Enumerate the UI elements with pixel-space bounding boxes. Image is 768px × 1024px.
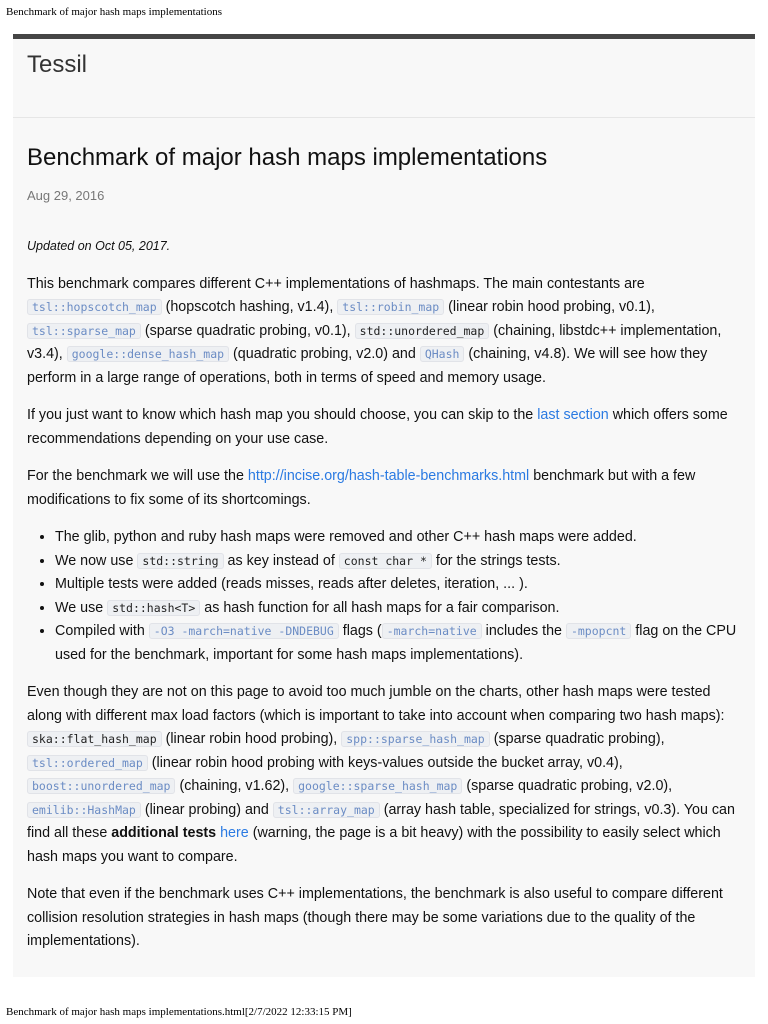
text-span: which offers some recommendations depending on your use case. (27, 407, 728, 447)
code-google-dense-hash-map: google::dense_hash_map (67, 346, 229, 362)
text-span: (hopscotch hashing, v1.4), (161, 299, 338, 315)
list-item (55, 550, 739, 574)
additional-tests-strong: additional tests (111, 825, 217, 841)
post-title: Benchmark of major hash maps implementations (27, 144, 548, 171)
code-march-native: -march=native (382, 623, 482, 639)
code-mpopcnt: -mpopcnt (566, 623, 631, 639)
code-tsl-array-map: tsl::array_map (273, 802, 380, 818)
text-span: Even though they are not on this page to avoid too much jumble on the charts, other hash maps were tested along with different max load factors (which is important to take into account when comparing two hash maps): (27, 684, 725, 724)
text-span: (sparse quadratic probing, v2.0), (462, 778, 673, 794)
text-span: includes the (481, 623, 566, 639)
code-tsl-hopscotch-map: tsl::hopscotch_map (27, 299, 162, 315)
text-span: (sparse quadratic probing, v0.1), (140, 322, 355, 339)
text-span: (array hash table, specialized for strings, v0.3). You can find all these (27, 801, 735, 841)
print-header: Benchmark of major hash maps implementations (6, 6, 222, 18)
text-span: We use (55, 599, 108, 616)
text-span: This benchmark compares different C++ implementations of hashmaps. The main contestants are (27, 275, 645, 292)
text-span: (warning, the page is a bit heavy) with the possibility to easily select which hash maps you want to compare. (27, 825, 721, 865)
skip-paragraph (27, 404, 739, 451)
code-emilib-hashmap: emilib::HashMap (27, 802, 141, 818)
code-const-char: const char * (339, 553, 432, 569)
code-spp-sparse-hash-map: spp::sparse_hash_map (341, 731, 489, 747)
list-item (55, 573, 739, 597)
text-span: We now use (55, 552, 138, 569)
collision-note-paragraph: Note that even if the benchmark uses C++ implementations, the benchmark is also useful to compare different collision resolution strategies in hash maps (though there may be some variations due to the quality of the implementations). (27, 886, 723, 949)
text-span: Multiple tests were added (reads misses, reads after deletes, iteration, ... ). (55, 576, 528, 592)
page-container (13, 39, 755, 977)
text-span: (linear probing) and (140, 801, 273, 818)
text-span: (chaining, libstdc++ implementation, v3.4), (27, 322, 722, 362)
additional-tests-link[interactable]: here (220, 825, 249, 841)
site-title-link[interactable]: Tessil (27, 51, 88, 78)
text-span: (linear robin hood probing), (161, 731, 342, 747)
text-span: (quadratic probing, v2.0) and (229, 346, 420, 362)
text-span: For the benchmark we will use the (27, 468, 248, 484)
text-span: as hash function for all hash maps for a fair comparison. (200, 599, 560, 616)
code-tsl-robin-map: tsl::robin_map (337, 299, 444, 315)
list-item (55, 620, 739, 667)
code-tsl-ordered-map: tsl::ordered_map (27, 755, 148, 771)
text-span: benchmark but with a few modifications to fix some of its shortcomings. (27, 468, 696, 508)
code-tsl-sparse-map: tsl::sparse_map (27, 323, 141, 339)
code-boost-unordered-map: boost::unordered_map (27, 778, 175, 794)
code-ska-flat-hash-map: ska::flat_hash_map (27, 731, 162, 747)
text-span: (linear robin hood probing with keys-values outside the bucket array, v0.4), (147, 754, 623, 771)
updated-paragraph (27, 235, 739, 259)
post-content (27, 235, 739, 968)
benchmark-source-paragraph (27, 465, 739, 512)
other-maps-paragraph (27, 681, 739, 869)
print-footer: Benchmark of major hash maps implementations.html[2/7/2022 12:33:15 PM] (6, 1006, 352, 1018)
text-span: (linear robin hood probing, v0.1), (444, 299, 655, 315)
post-date: Aug 29, 2016 (27, 188, 105, 203)
code-google-sparse-hash-map: google::sparse_hash_map (293, 778, 462, 794)
text-span: as key instead of (223, 552, 339, 569)
incise-benchmark-link[interactable]: http://incise.org/hash-table-benchmarks.html (247, 468, 530, 484)
text-span: Compiled with (55, 623, 149, 639)
text-span: flags ( (338, 623, 382, 639)
text-span: for the strings tests. (431, 552, 561, 569)
updated-note: Updated on Oct 05, 2017. (27, 239, 171, 253)
code-std-string: std::string (137, 553, 223, 569)
text-span: flag on the CPU used for the benchmark, important for some hash maps implementations). (55, 623, 737, 663)
header-divider (13, 117, 755, 118)
last-section-link[interactable]: last section (537, 407, 609, 423)
code-std-unordered-map: std::unordered_map (355, 323, 490, 339)
code-compile-flags: -O3 -march=native -DNDEBUG (149, 623, 339, 639)
text-span: The glib, python and ruby hash maps were removed and other C++ hash maps were added. (55, 529, 637, 545)
intro-paragraph (27, 273, 739, 391)
text-span: (chaining, v4.8). We will see how they perform in a large range of operations, both in terms of speed and memory usage. (27, 346, 708, 386)
list-item (55, 597, 739, 621)
code-std-hash: std::hash<T> (107, 600, 200, 616)
modifications-list (27, 526, 739, 667)
text-span: (sparse quadratic probing), (489, 731, 665, 747)
list-item (55, 526, 739, 550)
text-span: If you just want to know which hash map you should choose, you can skip to the (27, 407, 538, 423)
code-qhash: QHash (420, 346, 465, 362)
text-span: (chaining, v1.62), (175, 778, 294, 794)
